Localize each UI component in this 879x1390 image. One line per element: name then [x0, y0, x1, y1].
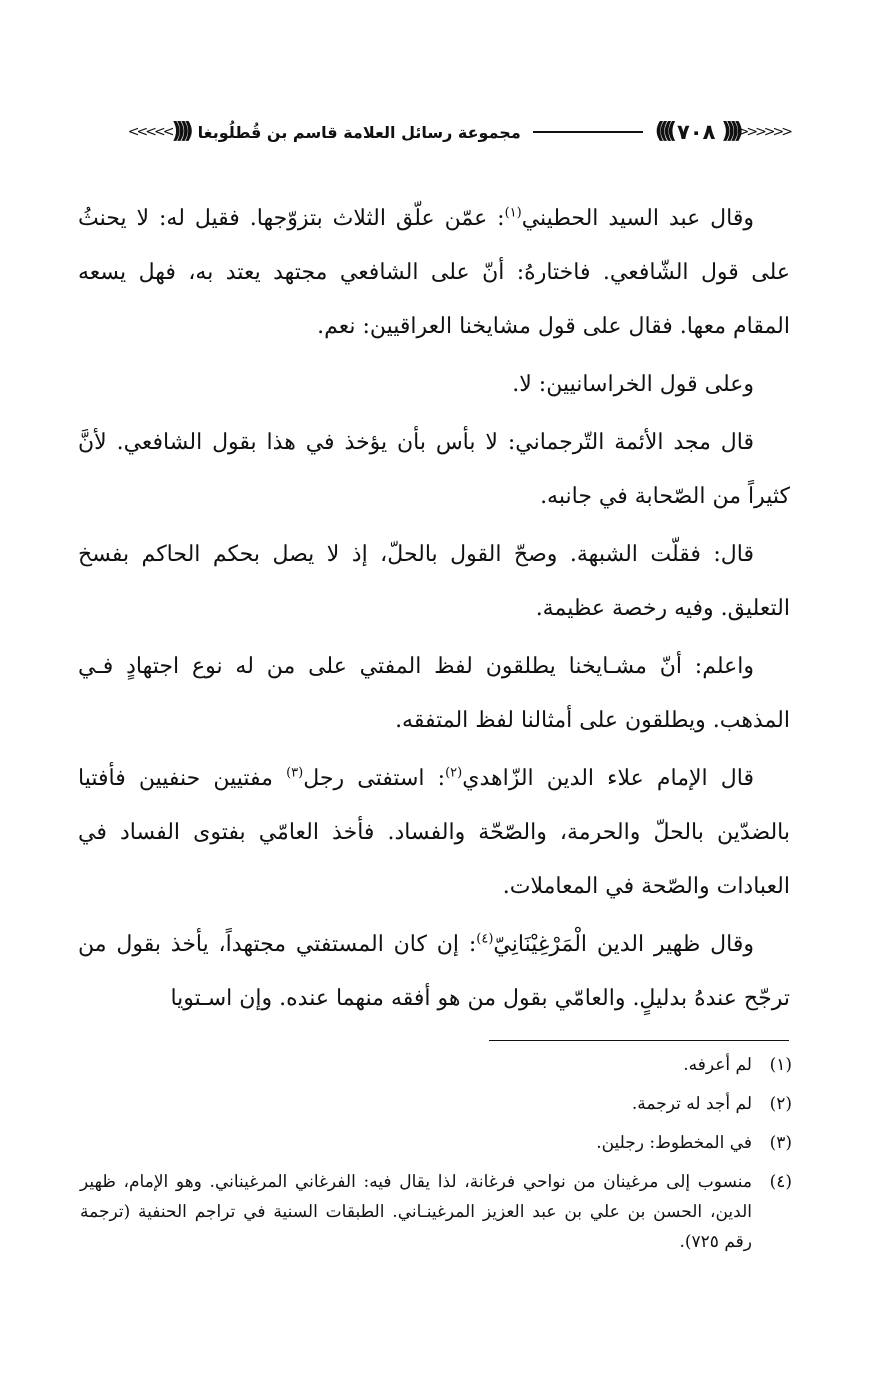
footnote-number: (٤): [769, 1172, 792, 1192]
paragraph: [78, 918, 790, 1026]
footnote-number: (١): [769, 1055, 792, 1075]
footnote-text: لم أجد له ترجمة.: [631, 1094, 752, 1114]
footnote-text: منسوب إلى مرغينان من نواحي فرغانة، لذا يقال فيه: الفرغاني المرغيناني. وهو الإمام، ظهير الدين، الحسن بن علي بن عبد العزيز المرغينـاني. الطبقات السنية في تراجم الحنفية (ترجمة رقم ٧٢٥).: [80, 1172, 752, 1252]
paragraph-text: : استفتى رجل: [303, 766, 446, 791]
running-title: مجموعة رسائل العلامة قاسم بن قُطلُوبغا: [197, 122, 521, 142]
footnote-number: (٢): [769, 1094, 792, 1114]
header-ornament-right: <<<<<<: [737, 124, 790, 140]
footnote-item: [80, 1128, 792, 1158]
paragraph-text: وقال ظهير الدين الْمَرْغِيْنَانِيّ: [493, 932, 754, 957]
footnote-item: [80, 1167, 792, 1257]
body-text: [78, 192, 790, 1030]
paragraph-text: قال الإمام علاء الدين الزّاهدي: [462, 766, 755, 791]
paragraph-text: قال مجد الأئمة التّرجماني: لا بأس بأن يؤخذ في هذا بقول الشافعي. لأنَّ كثيراً من الصّحابة في جانبه.: [78, 430, 790, 509]
paragraph-text: : عمّن علّق الثلاث بتزوّجها. فقيل له: لا يحنثُ على قول الشّافعي. فاختارهُ: أنّ على الشافعي مجتهد يعتد به، فهل يسعه المقام معها. فقال على قول مشايخنا العراقيين: نعم.: [78, 206, 790, 339]
paragraph: [78, 358, 790, 412]
paragraph: [78, 192, 790, 354]
paragraph: [78, 416, 790, 524]
paragraph-text: قال: فقلّت الشبهة. وصحّ القول بالحلّ، إذ لا يصل بحكم الحاكم بفسخ التعليق. وفيه رخصة عظيمة.: [78, 542, 790, 621]
paragraph-text: وقال عبد السيد الحطيني: [521, 206, 754, 231]
footnote-text: لم أعرفه.: [683, 1055, 752, 1075]
header-rule: [533, 131, 643, 133]
paragraph: [78, 640, 790, 748]
footnote-reference: (٣): [286, 765, 304, 781]
footnotes: [80, 1050, 792, 1266]
footnote-item: [80, 1089, 792, 1119]
paragraph: [78, 752, 790, 914]
paragraph: [78, 528, 790, 636]
header-ornament-close: )))): [654, 119, 671, 144]
paragraph-text: : إن كان المستفتي مجتهداً، يأخذ بقول من ترجّح عندهُ بدليلٍ. والعامّي بقول من هو أفقه منهما عنده. وإن اسـتويا: [78, 932, 790, 1011]
header-ornament-left: >>>>>: [127, 124, 172, 140]
paragraph-text: وعلى قول الخراسانيين: لا.: [512, 372, 754, 397]
page-header: [80, 112, 790, 152]
header-ornament-title-open: ((((: [171, 119, 188, 144]
footnote-reference: (٤): [476, 931, 494, 947]
paragraph-text: واعلم: أنّ مشـايخنا يطلقون لفظ المفتي على من له نوع اجتهادٍ فـي المذهب. ويطلقون على أمثالنا لفظ المتفقه.: [78, 654, 790, 733]
paragraph-text: مفتيين حنفيين فأفتيا بالضدّين بالحلّ والحرمة، والصّحّة والفساد. فأخذ العامّي بفتوى الفساد في العبادات والصّحة في المعاملات.: [78, 766, 790, 899]
footnote-item: [80, 1050, 792, 1080]
footnote-reference: (١): [504, 205, 522, 221]
header-ornament-open: ((((: [721, 119, 738, 144]
footnote-text: في المخطوط: رجلين.: [596, 1133, 752, 1153]
footnote-number: (٣): [769, 1133, 792, 1153]
page-number: ٧٠٨: [676, 120, 716, 144]
footnote-reference: (٢): [445, 765, 463, 781]
footnote-separator: [489, 1040, 789, 1041]
